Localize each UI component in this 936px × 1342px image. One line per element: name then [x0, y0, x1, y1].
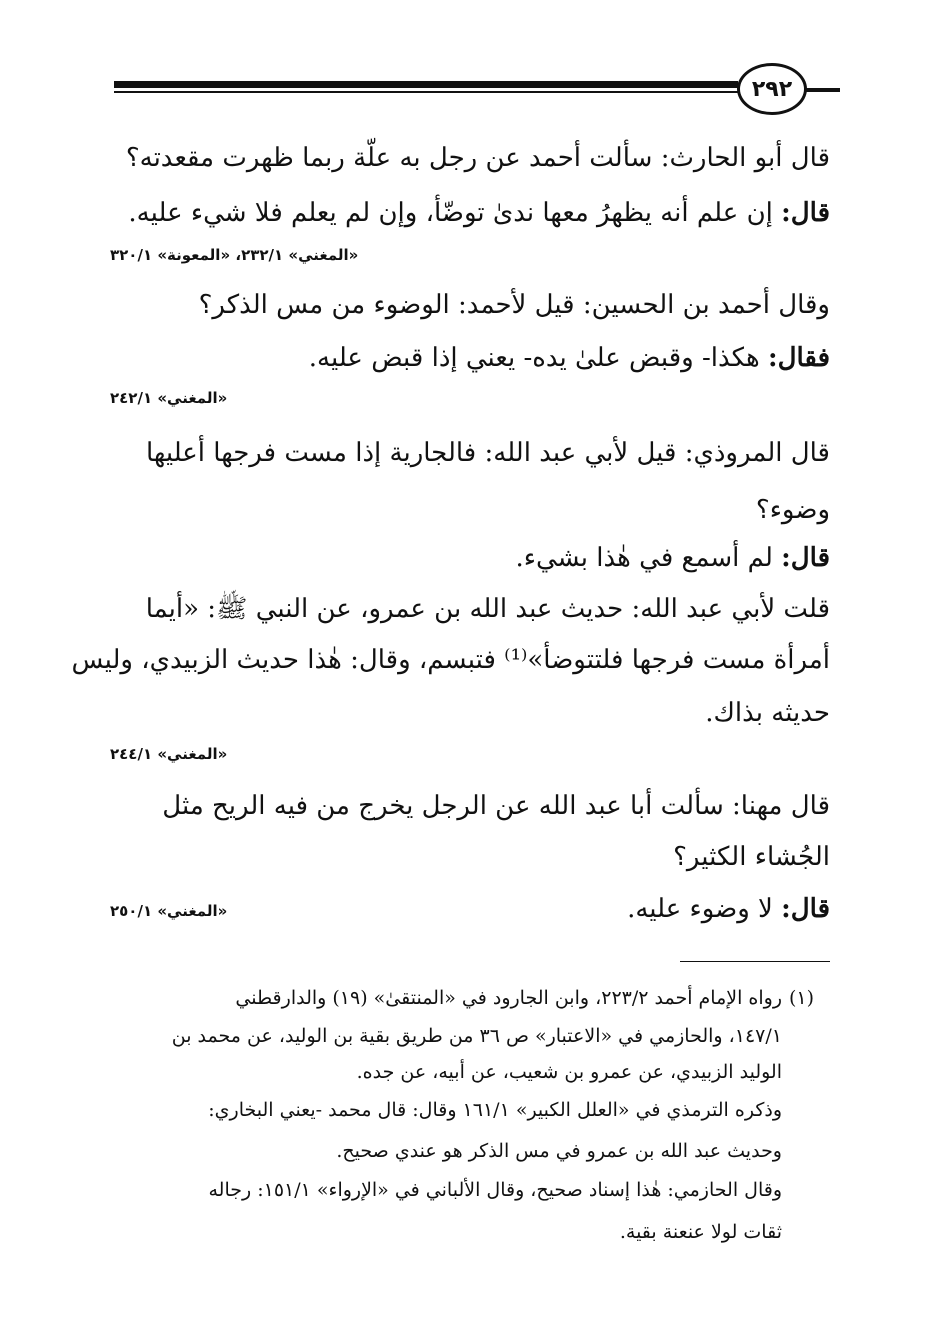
- footnote-line: وقال الحازمي: هٰذا إسناد صحيح، وقال الألباني في «الإرواء» ١٥١/١: رجاله: [208, 1179, 782, 1201]
- citation-ref: «المغني» ٢٤٢/١: [110, 389, 228, 407]
- text-line: قلت لأبي عبد الله: حديث عبد الله بن عمرو، عن النبي ﷺ: «أيما: [145, 594, 830, 624]
- text-line: وقال أحمد بن الحسين: قيل لأحمد: الوضوء من مس الذكر؟: [198, 290, 830, 320]
- text-line: قال مهنا: سألت أبا عبد الله عن الرجل يخرج من فيه الريح مثل: [162, 791, 830, 821]
- text-line: قال: لا وضوء عليه.: [627, 894, 830, 924]
- footnote-line: الوليد الزبيدي، عن عمرو بن شعيب، عن أبيه، عن جده.: [356, 1061, 782, 1083]
- text-line: قال: إن علم أنه يظهرُ معها ندىٰ توضّأ، وإن لم يعلم فلا شيء عليه.: [128, 198, 830, 228]
- text-line: أمرأة مست فرجها فلتتوضأ»⁽¹⁾ فتبسم، وقال: هٰذا حديث الزبيدي، وليس: [71, 645, 830, 675]
- text-line: وضوء؟: [755, 495, 830, 525]
- citation-ref: «المغني» ٢٤٤/١: [110, 745, 228, 763]
- page-number: ٢٩٢: [751, 76, 793, 102]
- text-line: فقال: هكذا- وقبض علىٰ يده- يعني إذا قبض عليه.: [308, 343, 830, 373]
- text-line: قال: لم أسمع في هٰذا بشيء.: [515, 543, 830, 573]
- text-line: حديثه بذاك.: [705, 698, 830, 728]
- text-line: الجُشاء الكثير؟: [673, 842, 830, 872]
- footnote-number: (١): [788, 987, 814, 1009]
- text-line: قال أبو الحارث: سألت أحمد عن رجل به علّة ربما ظهرت مقعدته؟: [125, 143, 830, 173]
- citation-ref: «المغني» ٢٣٢/١، «المعونة» ٣٢٠/١: [110, 246, 359, 264]
- footnote-line: وحديث عبد الله بن عمرو في مس الذكر هو عندي صحيح.: [336, 1140, 782, 1162]
- footnote-line: رواه الإمام أحمد ٢٢٣/٢، وابن الجارود في «المنتقىٰ» (١٩) والدارقطني: [235, 987, 782, 1009]
- footnote-line: ثقات لولا عنعنة بقية.: [619, 1221, 782, 1243]
- citation-ref: «المغني» ٢٥٠/١: [110, 902, 228, 920]
- text-line: قال المروذي: قيل لأبي عبد الله: فالجارية إذا مست فرجها أعليها: [145, 438, 830, 468]
- footnote-line: ١٤٧/١، والحازمي في «الاعتبار» ص ٣٦ من طريق بقية بن الوليد، عن محمد بن: [171, 1025, 782, 1047]
- footnote-line: وذكره الترمذي في «العلل الكبير» ١٦١/١ وقال: قال محمد -يعني البخاري:: [208, 1099, 782, 1121]
